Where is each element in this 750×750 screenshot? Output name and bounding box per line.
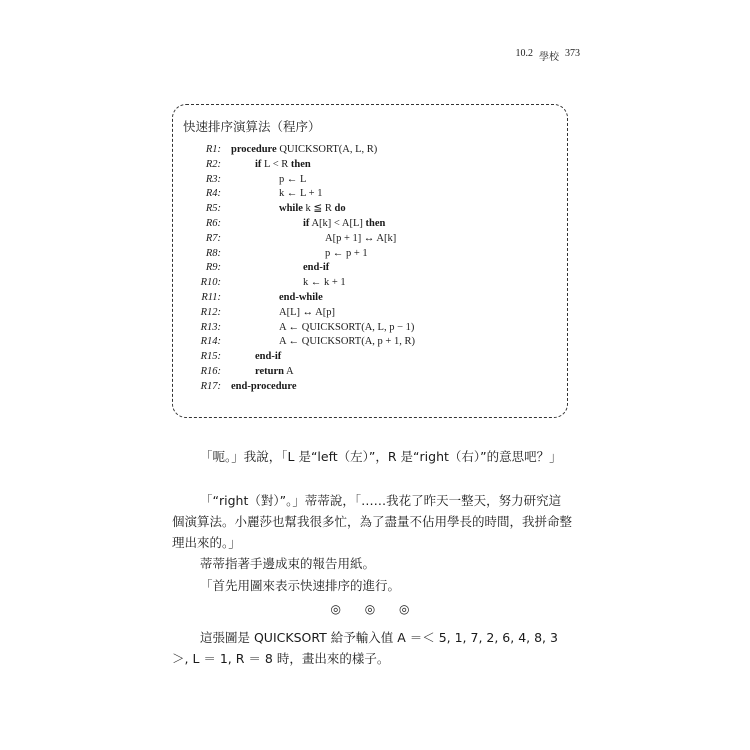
code-text: A[p + 1] ↔ A[k] <box>325 232 397 244</box>
line-code <box>279 306 335 321</box>
line-code <box>279 173 306 188</box>
algorithm-line <box>173 291 567 306</box>
algorithm-line <box>173 187 567 202</box>
keyword: end-procedure <box>231 380 297 392</box>
keyword: if <box>303 217 310 229</box>
code-text: p ← L <box>279 173 307 185</box>
algorithm-line <box>173 143 567 158</box>
algorithm-line <box>173 173 567 188</box>
keyword: then <box>290 158 311 170</box>
line-label: R12: <box>200 306 221 318</box>
keyword: end-if <box>303 262 330 274</box>
paragraph-4: 「首先用圖來表示快速排序的進行。 <box>200 578 401 593</box>
section-number: 10.2 <box>515 48 533 59</box>
algorithm-line <box>173 261 567 276</box>
line-code <box>303 276 346 291</box>
line-code <box>279 187 322 202</box>
keyword: if <box>255 158 262 170</box>
code-text: A[L] ↔ A[p] <box>279 306 335 318</box>
keyword: end-if <box>255 351 282 363</box>
line-code <box>279 335 415 350</box>
algorithm-line <box>173 350 567 365</box>
algorithm-line <box>173 306 567 321</box>
algorithm-line <box>173 335 567 350</box>
line-label: R4: <box>205 188 221 200</box>
line-code <box>303 217 385 232</box>
keyword: then <box>365 217 386 229</box>
code-text: A ← QUICKSORT(A, p + 1, R) <box>279 336 415 348</box>
keyword: while <box>279 203 303 215</box>
algorithm-line <box>173 276 567 291</box>
algorithm-line <box>173 380 567 395</box>
line-code <box>279 202 346 217</box>
algorithm-title: 快速排序演算法（程序） <box>183 119 321 134</box>
code-text: A <box>283 365 294 377</box>
line-label: R17: <box>200 380 221 392</box>
line-code <box>255 158 311 173</box>
paragraph-5: 這張圖是 QUICKSORT 給予輸入值 A ＝＜ 5, 1, 7, 2, 6, 4, 8, 3 ＞, L ＝ 1, R ＝ 8 時，畫出來的樣子。 <box>172 630 558 666</box>
line-label: R15: <box>200 351 221 363</box>
code-text: k ← L + 1 <box>279 188 323 200</box>
line-label: R13: <box>200 321 221 333</box>
code-text: p ← p + 1 <box>325 247 368 259</box>
line-code <box>255 365 294 380</box>
line-label: R3: <box>205 173 221 185</box>
algorithm-line <box>173 232 567 247</box>
algorithm-box <box>172 104 568 418</box>
algorithm-line <box>173 158 567 173</box>
paragraph-1: 「呃。」我說，「L 是“left（左）”，R 是“right（右）”的意思吧？」 <box>200 449 562 464</box>
line-label: R2: <box>205 158 221 170</box>
algorithm-line <box>173 202 567 217</box>
line-label: R16: <box>200 365 221 377</box>
line-code <box>231 380 297 395</box>
code-text: QUICKSORT(A, L, R) <box>276 144 378 155</box>
line-label: R10: <box>200 277 221 289</box>
algorithm-line <box>173 321 567 336</box>
line-label: R5: <box>205 203 221 215</box>
line-code <box>255 350 281 365</box>
algorithm-line <box>173 247 567 262</box>
code-text: A ← QUICKSORT(A, L, p − 1) <box>279 321 415 333</box>
line-label: R11: <box>201 291 221 303</box>
line-label: R9: <box>205 262 221 274</box>
algorithm-lines <box>173 143 567 395</box>
keyword: do <box>334 203 346 215</box>
line-label: R7: <box>205 232 221 244</box>
line-label: R8: <box>205 247 221 259</box>
line-code <box>325 232 396 247</box>
paragraph-2: 「“right（對）”。」蒂蒂說，「……我花了昨天一整天，努力研究這個演算法。小麗莎也幫我很多忙，為了盡量不佔用學長的時間，我拼命整理出來的。」 <box>172 493 573 550</box>
line-label: R1: <box>205 144 221 155</box>
page-number: 373 <box>565 48 580 59</box>
algorithm-line <box>173 217 567 232</box>
section-separator: ◎ ◎ ◎ <box>330 602 420 616</box>
keyword: return <box>255 365 284 377</box>
code-text: k ← k + 1 <box>303 277 346 289</box>
line-code <box>279 291 323 306</box>
running-header <box>500 48 580 63</box>
code-text: L < R <box>261 158 291 170</box>
line-label: R14: <box>200 336 221 348</box>
line-label: R6: <box>205 217 221 229</box>
section-title: 學校 <box>539 52 559 63</box>
line-code <box>325 247 368 262</box>
line-code <box>303 261 329 276</box>
line-code <box>231 143 377 158</box>
keyword: procedure <box>231 144 277 155</box>
paragraph-3: 蒂蒂指著手邊成束的報告用紙。 <box>200 556 376 571</box>
keyword: end-while <box>279 291 323 303</box>
code-text: k ≦ R <box>302 203 335 215</box>
line-code <box>279 321 414 336</box>
code-text: A[k] < A[L] <box>309 217 366 229</box>
algorithm-line <box>173 365 567 380</box>
